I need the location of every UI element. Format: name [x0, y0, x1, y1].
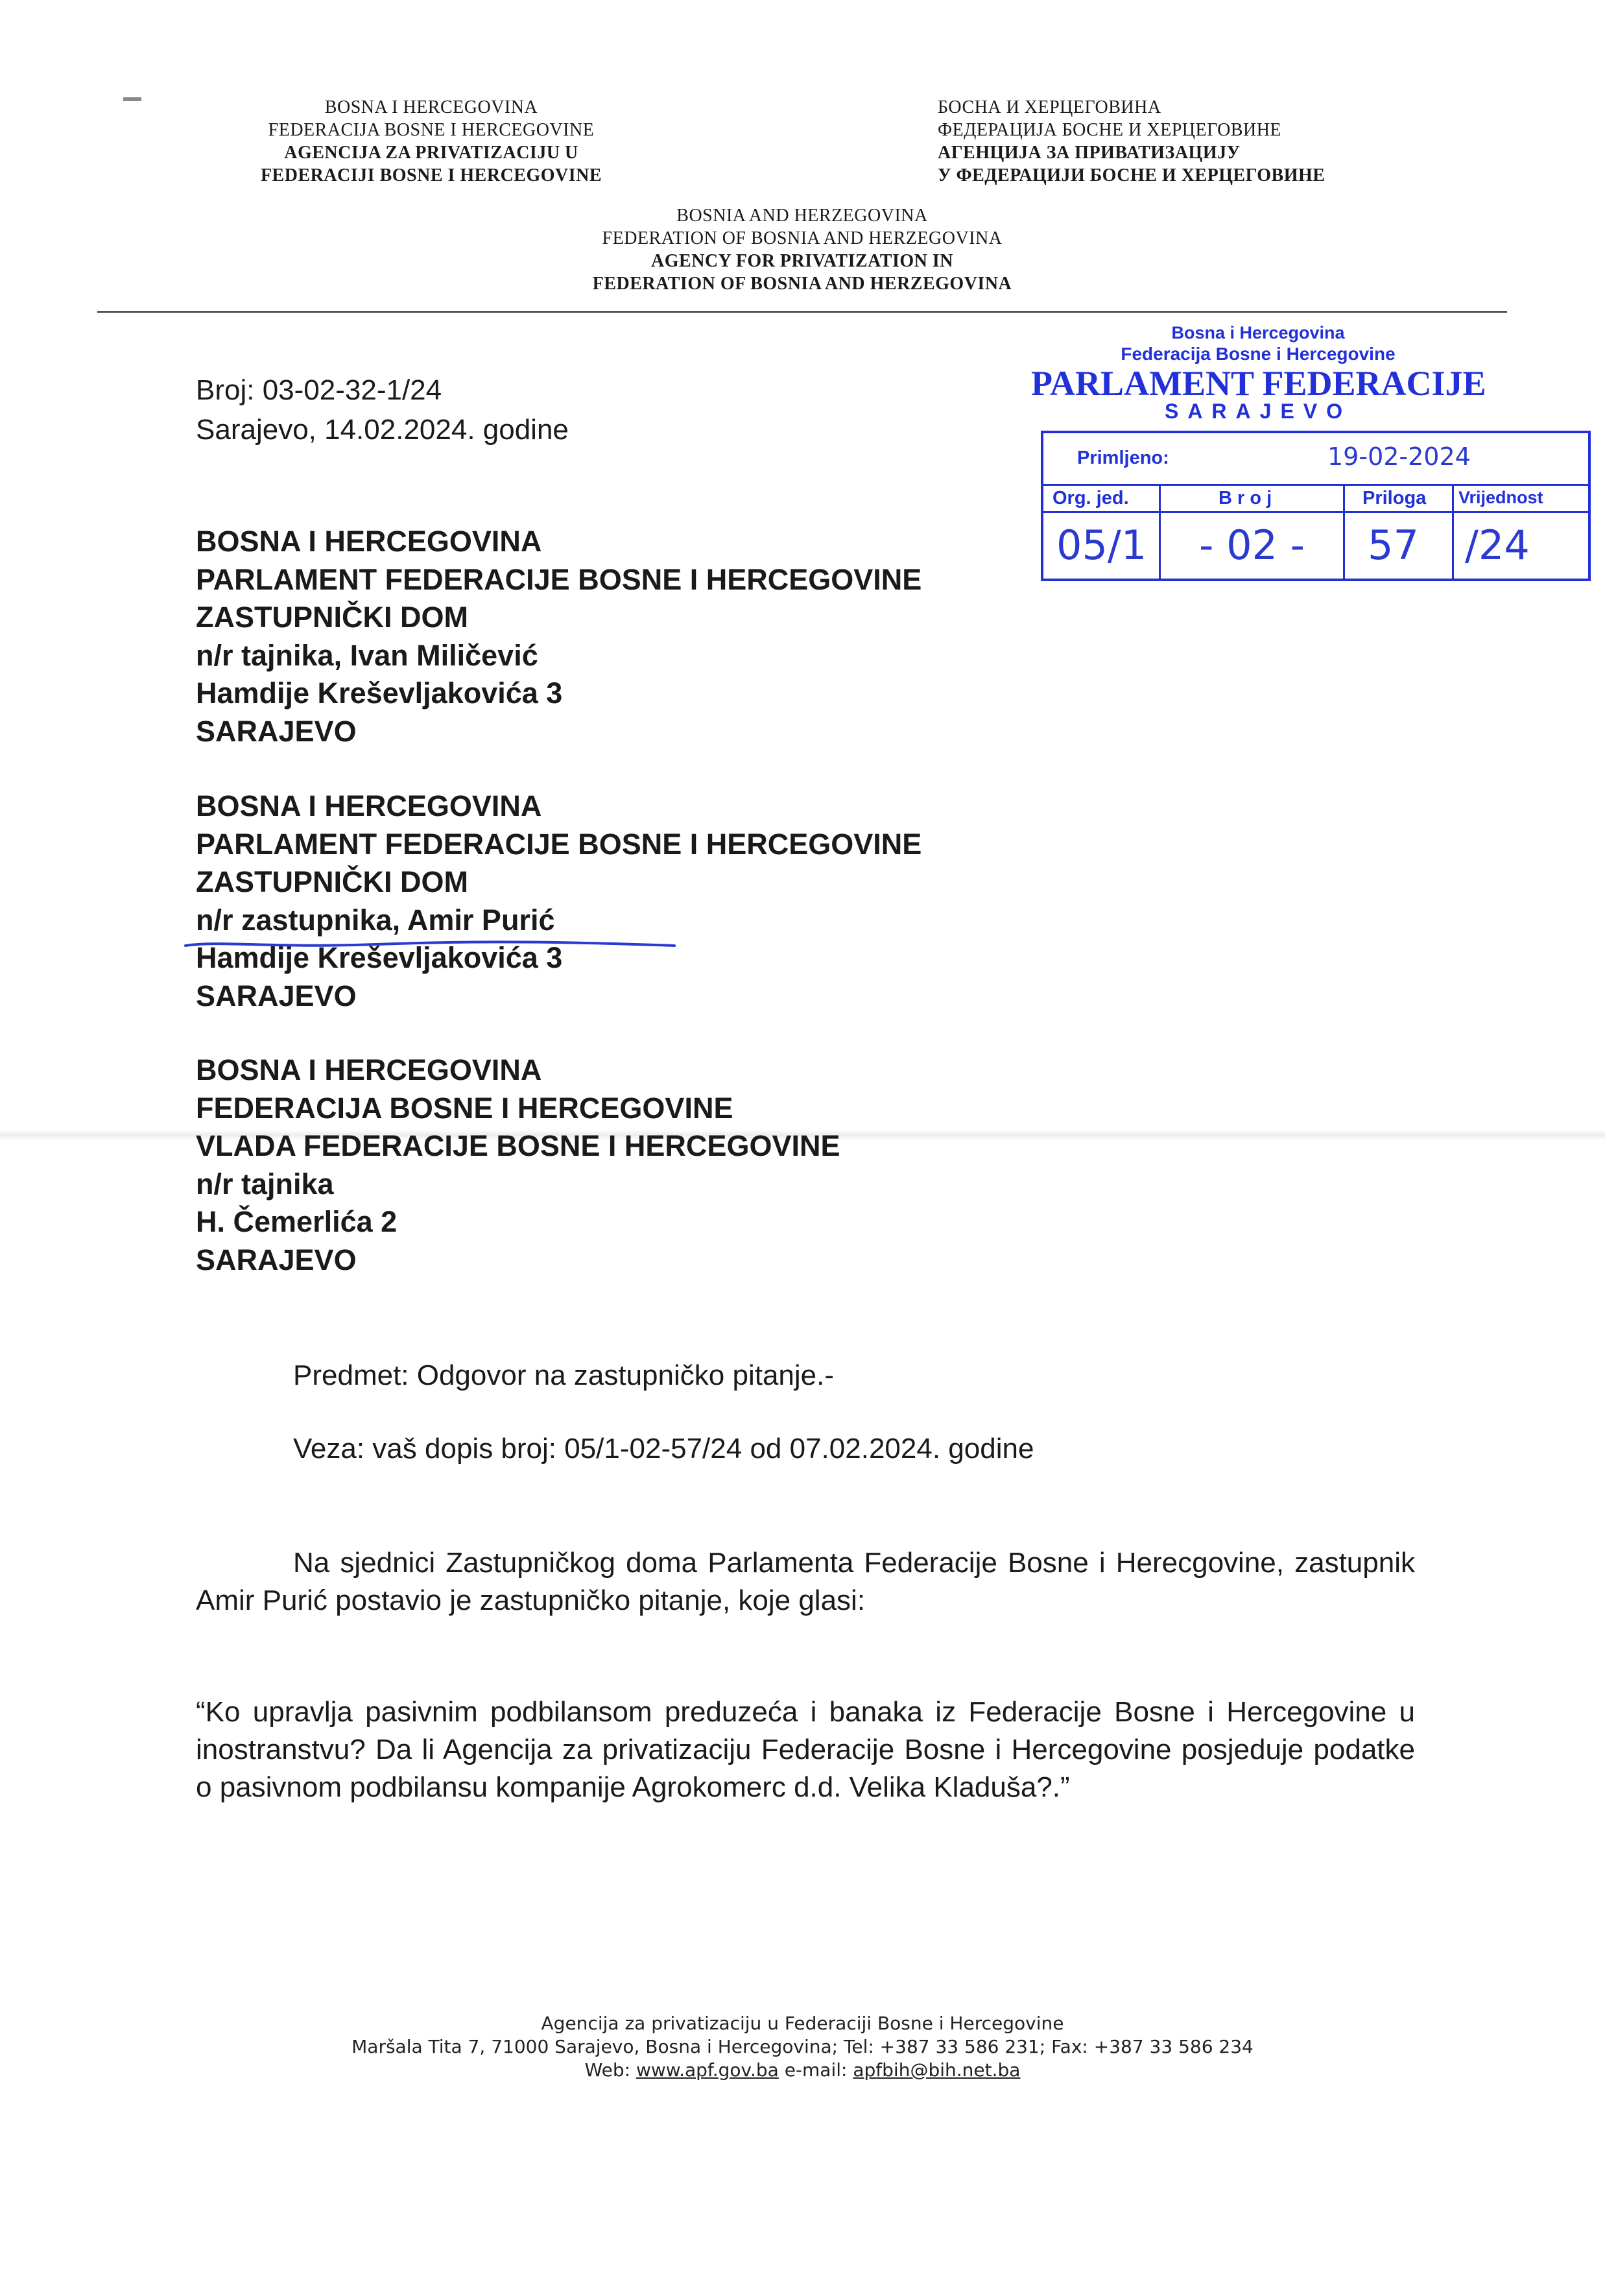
letterhead-line: FEDERACIJA BOSNE I HERCEGOVINE [268, 120, 595, 140]
stamp-line-4: SARAJEVO [1164, 400, 1352, 423]
address-line: FEDERACIJA BOSNE I HERCEGOVINE [196, 1091, 733, 1125]
letterhead-line: BOSNA I HERCEGOVINA [324, 97, 538, 117]
stamp-col-divider [1159, 484, 1161, 581]
stamp-line-1: Bosna i Hercegovina [1171, 323, 1345, 342]
address-line: Hamdije Kreševljakovića 3 [196, 676, 563, 710]
address-line: n/r zastupnika, Amir Purić [196, 903, 555, 937]
handwritten-underline [182, 934, 681, 953]
footer-line-1: Agencija za privatizaciju u Federaciji Bosne i Hercegovine [541, 2013, 1064, 2034]
scan-mark [123, 97, 141, 101]
stamp-row-divider [1043, 511, 1588, 513]
footer-line-2: Maršala Tita 7, 71000 Sarajevo, Bosna i Hercegovina; Tel: +387 33 586 231; Fax: +387 33 586 234 [351, 2036, 1254, 2057]
letterhead-latin [195, 96, 668, 187]
reference-link-line: Veza: vaš dopis broj: 05/1-02-57/24 od 07.02.2024. godine [293, 1433, 1034, 1465]
letterhead-line: БОСНА И ХЕРЦЕГОВИНА [938, 97, 1161, 117]
stamp-col-broj: B r o j [1219, 488, 1272, 508]
address-line: SARAJEVO [196, 979, 357, 1012]
letterhead-line: ФЕДЕРАЦИЈА БОСНЕ И ХЕРЦЕГОВИНЕ [938, 120, 1282, 140]
address-line: VLADA FEDERACIJE BOSNE I HERCEGOVINE [196, 1129, 840, 1162]
body-paragraph-text: Na sjednici Zastupničkog doma Parlamenta Federacije Bosne i Herecgovine, zastupnik Amir Purić postavio je zastupničko pitanje, koje glasi: [196, 1547, 1415, 1616]
address-line: ZASTUPNIČKI DOM [196, 865, 468, 898]
reference-date: Sarajevo, 14.02.2024. godine [196, 414, 569, 446]
header-divider [97, 311, 1507, 313]
address-line: BOSNA I HERCEGOVINA [196, 525, 542, 558]
recipient-block-3 [196, 1051, 840, 1279]
footer-email-label: e-mail: [784, 2059, 848, 2081]
stamp-col-org: Org. jed. [1052, 488, 1129, 508]
stamp-value-broj: - 02 - [1199, 521, 1305, 569]
address-line: H. Čemerlića 2 [196, 1205, 398, 1238]
stamp-col-divider [1343, 484, 1345, 581]
quoted-question [196, 1693, 1415, 1806]
stamp-row-divider [1043, 484, 1588, 486]
stamp-line-3: PARLAMENT FEDERACIJE [1031, 364, 1486, 403]
letterhead-line: AGENCY FOR PRIVATIZATION IN [651, 251, 953, 271]
stamp-col-divider [1452, 484, 1454, 581]
address-line: SARAJEVO [196, 1243, 357, 1276]
stamp-value-org: 05/1 [1056, 521, 1147, 569]
stamp-value-vrijednost: /24 [1465, 521, 1530, 569]
address-line: PARLAMENT FEDERACIJE BOSNE I HERCEGOVINE [196, 827, 922, 861]
quoted-question-text: “Ko upravlja pasivnim podbilansom preduzeća i banaka iz Federacije Bosne i Hercegovine u inostranstvu? Da li Agencija za privatizaciju Federacije Bosne i Hercegovine posjeduje podatke o pasivnom podbilansu kompanije Agrokomerc d.d. Velika Kladuša?.” [196, 1696, 1415, 1803]
stamp-received-label: Primljeno: [1077, 448, 1169, 468]
letterhead-line: BOSNIA AND HERZEGOVINA [676, 206, 928, 226]
reference-number: Broj: 03-02-32-1/24 [196, 374, 442, 406]
footer-web-label: Web: [584, 2059, 631, 2081]
footer-line-3 [195, 2059, 1410, 2082]
letterhead-line: FEDERACIJI BOSNE I HERCEGOVINE [260, 165, 602, 185]
recipient-block-2 [196, 787, 921, 1015]
letterhead-cyrillic [938, 96, 1456, 187]
stamp-col-priloga: Priloga [1362, 488, 1427, 508]
address-line: n/r tajnika [196, 1167, 334, 1201]
address-line: n/r tajnika, Ivan Miličević [196, 638, 538, 672]
subject-line: Predmet: Odgovor na zastupničko pitanje.- [293, 1359, 835, 1391]
address-line: PARLAMENT FEDERACIJE BOSNE I HERCEGOVINE [196, 562, 922, 596]
letterhead-line: FEDERATION OF BOSNIA AND HERZEGOVINA [592, 274, 1012, 294]
letterhead-line: FEDERATION OF BOSNIA AND HERZEGOVINA [602, 228, 1003, 248]
footer-web-link[interactable]: www.apf.gov.ba [636, 2059, 779, 2081]
address-line: ZASTUPNIČKI DOM [196, 601, 468, 634]
address-line: Hamdije Kreševljakovića 3 [196, 941, 563, 974]
stamp-received-date: 19-02-2024 [1327, 442, 1471, 471]
letterhead-line: AGENCIJA ZA PRIVATIZACIJU U [284, 143, 578, 163]
letterhead-line: У ФЕДЕРАЦИЈИ БОСНЕ И ХЕРЦЕГОВИНЕ [938, 165, 1326, 185]
address-line: BOSNA I HERCEGOVINA [196, 789, 542, 822]
letterhead-line: АГЕНЦИЈА ЗА ПРИВАТИЗАЦИЈУ [938, 143, 1241, 163]
received-stamp [1041, 431, 1591, 581]
stamp-col-vrijednost: Vrijednost [1458, 488, 1543, 507]
stamp-line-2: Federacija Bosne i Hercegovine [1121, 344, 1396, 364]
recipient-block-1 [196, 523, 921, 750]
address-line: SARAJEVO [196, 714, 357, 748]
stamp-value-priloga: 57 [1368, 521, 1419, 569]
address-line: BOSNA I HERCEGOVINA [196, 1053, 542, 1086]
body-paragraph [196, 1544, 1415, 1620]
letterhead-english [389, 204, 1215, 295]
footer-email-link[interactable]: apfbih@bih.net.ba [853, 2059, 1021, 2081]
